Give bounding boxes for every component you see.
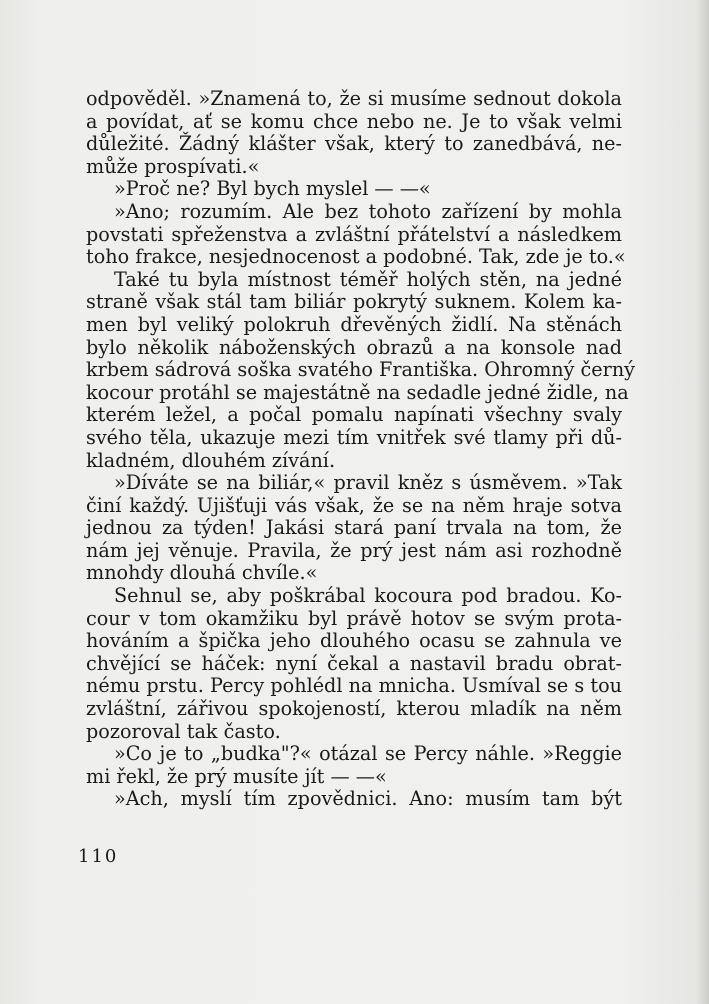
text-line: Sehnul se, aby poškrábal kocoura pod bradou. Ko- <box>114 584 622 608</box>
text-line: mi řekl, že prý musíte jít — —« <box>86 764 387 788</box>
text-line: krbem sádrová soška svatého Františka. Ohromný černý <box>86 358 636 382</box>
text-line: jednou za týden! Jakási stará paní trvala na tom, že <box>86 516 622 540</box>
text-line: straně však stál tam biliár pokrytý suknem. Kolem ka- <box>86 290 622 314</box>
text-line: může prospívati.« <box>86 154 260 178</box>
text-line: činí každý. Ujišťuji vás však, že se na něm hraje sotva <box>86 493 622 517</box>
text-line: »Co je to „budka"?« otázal se Percy náhle. »Reggie <box>114 742 622 766</box>
text-line: kterém ležel, a počal pomalu napínati všechny svaly <box>86 403 622 427</box>
text-line: povstati spřeženstva a zvláštní přátelství a následkem <box>86 222 622 246</box>
text-line: hováním a špička jeho dlouhého ocasu se zahnula ve <box>86 629 622 653</box>
text-line: mnohdy dlouhá chvíle.« <box>86 561 318 585</box>
body-text <box>86 87 636 811</box>
text-line: důležité. Žádný klášter však, který to zanedbává, ne- <box>86 132 622 156</box>
text-line: a povídat, ať se komu chce nebo ne. Je to však velmi <box>86 109 622 133</box>
text-line: kladném, dlouhém zívání. <box>86 448 336 472</box>
text-line: »Ano; rozumím. Ale bez tohoto zařízení by mohla <box>114 199 622 223</box>
text-line: »Ach, myslí tím zpovědnici. Ano: musím tam být <box>114 787 622 811</box>
text-line: »Proč ne? Byl bych myslel — —« <box>114 177 431 201</box>
text-line: pozoroval tak často. <box>86 719 281 743</box>
page-number: 110 <box>78 846 119 867</box>
text-line: zvláštní, zářivou spokojeností, kterou mladík na něm <box>86 697 622 721</box>
text-line: Také tu byla místnost téměř holých stěn, na jedné <box>114 267 622 291</box>
text-line: cour v tom okamžiku byl právě hotov se svým prota- <box>86 606 622 630</box>
page-edge-shadow <box>695 0 709 1004</box>
text-line: odpověděl. »Znamená to, že si musíme sednout dokola <box>86 87 622 110</box>
text-line: svého těla, ukazuje mezi tím vnitřek své tlamy při dů- <box>86 425 622 449</box>
text-line: toho frakce, nesjednocenost a podobné. Tak, zde je to.« <box>86 245 626 269</box>
text-line: nému prstu. Percy pohlédl na mnicha. Usmíval se s tou <box>86 674 622 698</box>
text-line: nám jej věnuje. Pravila, že prý jest nám asi rozhodně <box>86 538 622 562</box>
text-line: men byl veliký polokruh dřevěných židlí. Na stěnách <box>86 312 622 336</box>
text-line: chvějící se háček: nyní čekal a nastavil bradu obrat- <box>86 651 622 675</box>
text-line: kocour protáhl se majestátně na sedadle jedné židle, na <box>86 380 629 404</box>
text-line: »Díváte se na biliár,« pravil kněz s úsměvem. »Tak <box>114 471 622 495</box>
text-line: bylo několik náboženských obrazů a na konsole nad <box>86 335 622 359</box>
